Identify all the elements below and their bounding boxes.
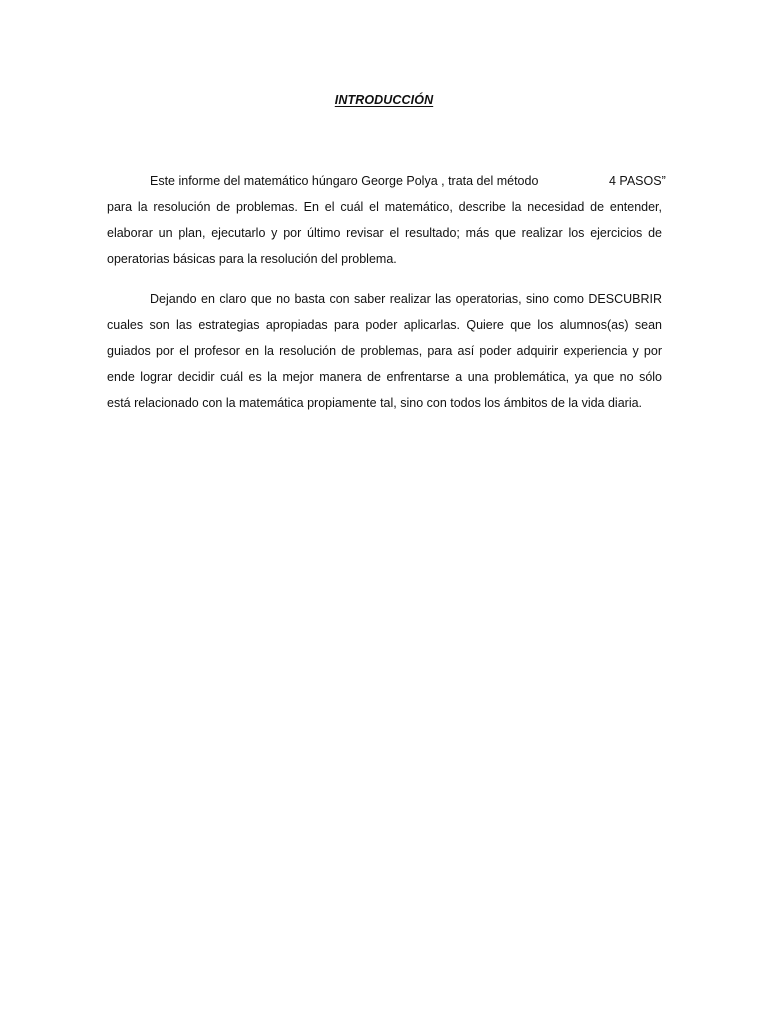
paragraph-1-line-3: elaborar un plan, ejecutarlo y por último revisar el resultado; más que realizar los ejercicios de (107, 226, 662, 240)
paragraph-2-line-5: está relacionado con la matemática propiamente tal, sino con todos los ámbitos de la vida diaria. (107, 396, 643, 410)
paragraph-2-line-3: guiados por el profesor en la resolución de problemas, para así poder adquirir experiencia y por (107, 344, 662, 358)
paragraph-2-line-2: cuales son las estrategias apropiadas para poder aplicarlas. Quiere que los alumnos(as) sean (107, 318, 662, 332)
paragraph-2-line-1: Dejando en claro que no basta con saber realizar las operatorias, sino como DESCUBRIR (150, 292, 662, 306)
paragraph-2-line-4: ende lograr decidir cuál es la mejor manera de enfrentarse a una problemática, ya que no sólo (107, 370, 662, 384)
paragraph-1-line-1-text: Este informe del matemático húngaro George Polya , trata del método (150, 174, 539, 188)
paragraph-1-line-2: para la resolución de problemas. En el cuál el matemático, describe la necesidad de entender, (107, 200, 662, 214)
page-title: INTRODUCCIÓN (334, 93, 434, 107)
paragraph-1-line-1-suffix: 4 PASOS” (609, 174, 666, 188)
paragraph-1-line-4: operatorias básicas para la resolución del problema. (107, 252, 397, 266)
